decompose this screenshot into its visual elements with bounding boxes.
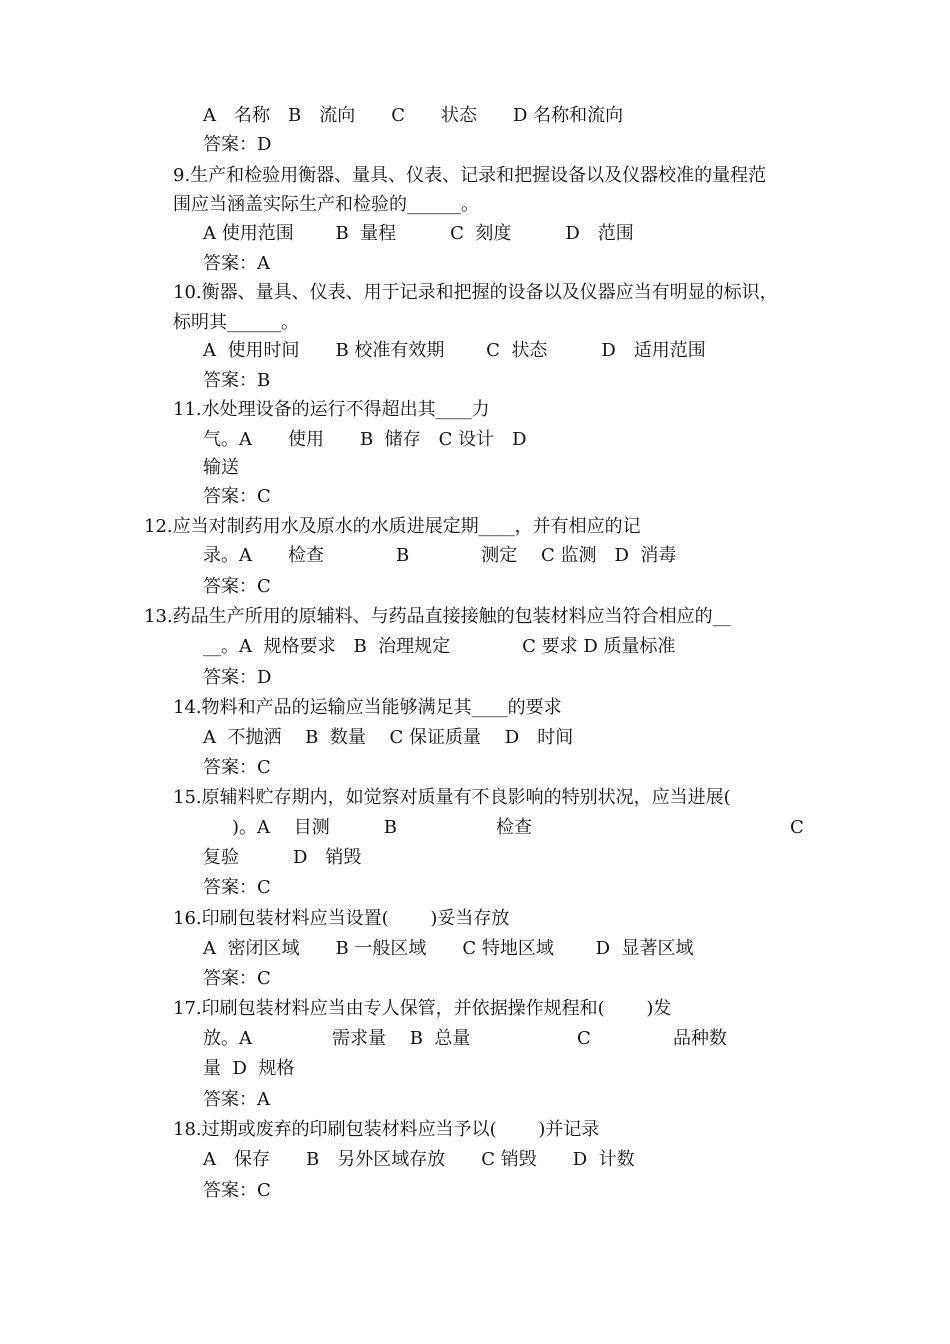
q11-options-line2: 输送	[203, 457, 239, 478]
q14-answer: 答案：C	[203, 757, 271, 778]
q14-options: A 不抛洒 B 数量 C 保证质量 D 时间	[203, 727, 574, 748]
q12-options: 录。A 检查 B 测定 C 监测 D 消毒	[203, 545, 677, 566]
q15-question: 15.原辅料贮存期内，如觉察对质量有不良影响的特别状况，应当进展(	[173, 787, 731, 808]
q18-answer: 答案：C	[203, 1180, 271, 1201]
q8-answer: 答案：D	[203, 134, 272, 155]
q11-answer: 答案：C	[203, 486, 271, 507]
q13-answer: 答案：D	[203, 667, 272, 688]
q14-question: 14.物料和产品的运输应当能够满足其____的要求	[173, 697, 562, 718]
q17-options-part2: 需求量 B 总量	[332, 1028, 471, 1049]
q17-question: 17.印刷包装材料应当由专人保管，并依据操作规程和( )发	[173, 998, 672, 1019]
q16-answer: 答案：C	[203, 968, 271, 989]
q15-options-part1: )。A 目测 B	[232, 817, 397, 838]
q12-question: 12.应当对制药用水及原水的水质进展定期____，并有相应的记	[144, 516, 641, 537]
q10-answer: 答案：B	[203, 370, 271, 391]
q10-options: A 使用时间 B 校准有效期 C 状态 D 适用范围	[203, 340, 706, 361]
q17-options-part4: 品种数	[673, 1028, 727, 1049]
q10-question-line2: 标明其______。	[173, 312, 299, 333]
q18-question: 18.过期或废弃的印刷包装材料应当予以( )并记录	[173, 1119, 600, 1140]
q11-question: 11.水处理设备的运行不得超出其____力	[173, 399, 490, 420]
q17-options-part3: C	[577, 1028, 591, 1049]
q15-options-part2: 检查	[496, 817, 532, 838]
q13-question: 13.药品生产所用的原辅料、与药品直接接触的包装材料应当符合相应的__	[144, 606, 731, 627]
q12-answer: 答案：C	[203, 576, 271, 597]
q18-options: A 保存 B 另外区域存放 C 销毁 D 计数	[203, 1149, 635, 1170]
q9-question-line1: 9.生产和检验用衡器、量具、仪表、记录和把握设备以及仪器校准的量程范	[173, 165, 767, 186]
q11-options-line1: 气。A 使用 B 储存 C 设计 D	[203, 429, 527, 450]
q9-question-line2: 围应当涵盖实际生产和检验的______。	[173, 194, 479, 215]
q17-answer: 答案：A	[203, 1089, 270, 1110]
q9-answer: 答案：A	[203, 253, 270, 274]
q9-options: A 使用范围 B 量程 C 刻度 D 范围	[203, 223, 634, 244]
q15-answer: 答案：C	[203, 877, 271, 898]
q15-options-line2: 复验 D 销毁	[203, 847, 362, 868]
q17-options-line2: 量 D 规格	[203, 1058, 295, 1079]
q13-options: __。A 规格要求 B 治理规定 C 要求 D 质量标准	[203, 636, 676, 657]
q16-options: A 密闭区域 B 一般区域 C 特地区域 D 显著区域	[203, 938, 694, 959]
q15-options-part3: C	[790, 817, 804, 838]
q16-question: 16.印刷包装材料应当设置( )妥当存放	[173, 908, 510, 929]
q8-options: A 名称 B 流向 C 状态 D 名称和流向	[203, 105, 624, 126]
q10-question-line1: 10.衡器、量具、仪表、用于记录和把握的设备以及仪器应当有明显的标识，	[173, 282, 778, 303]
q17-options-part1: 放。A	[203, 1028, 252, 1049]
